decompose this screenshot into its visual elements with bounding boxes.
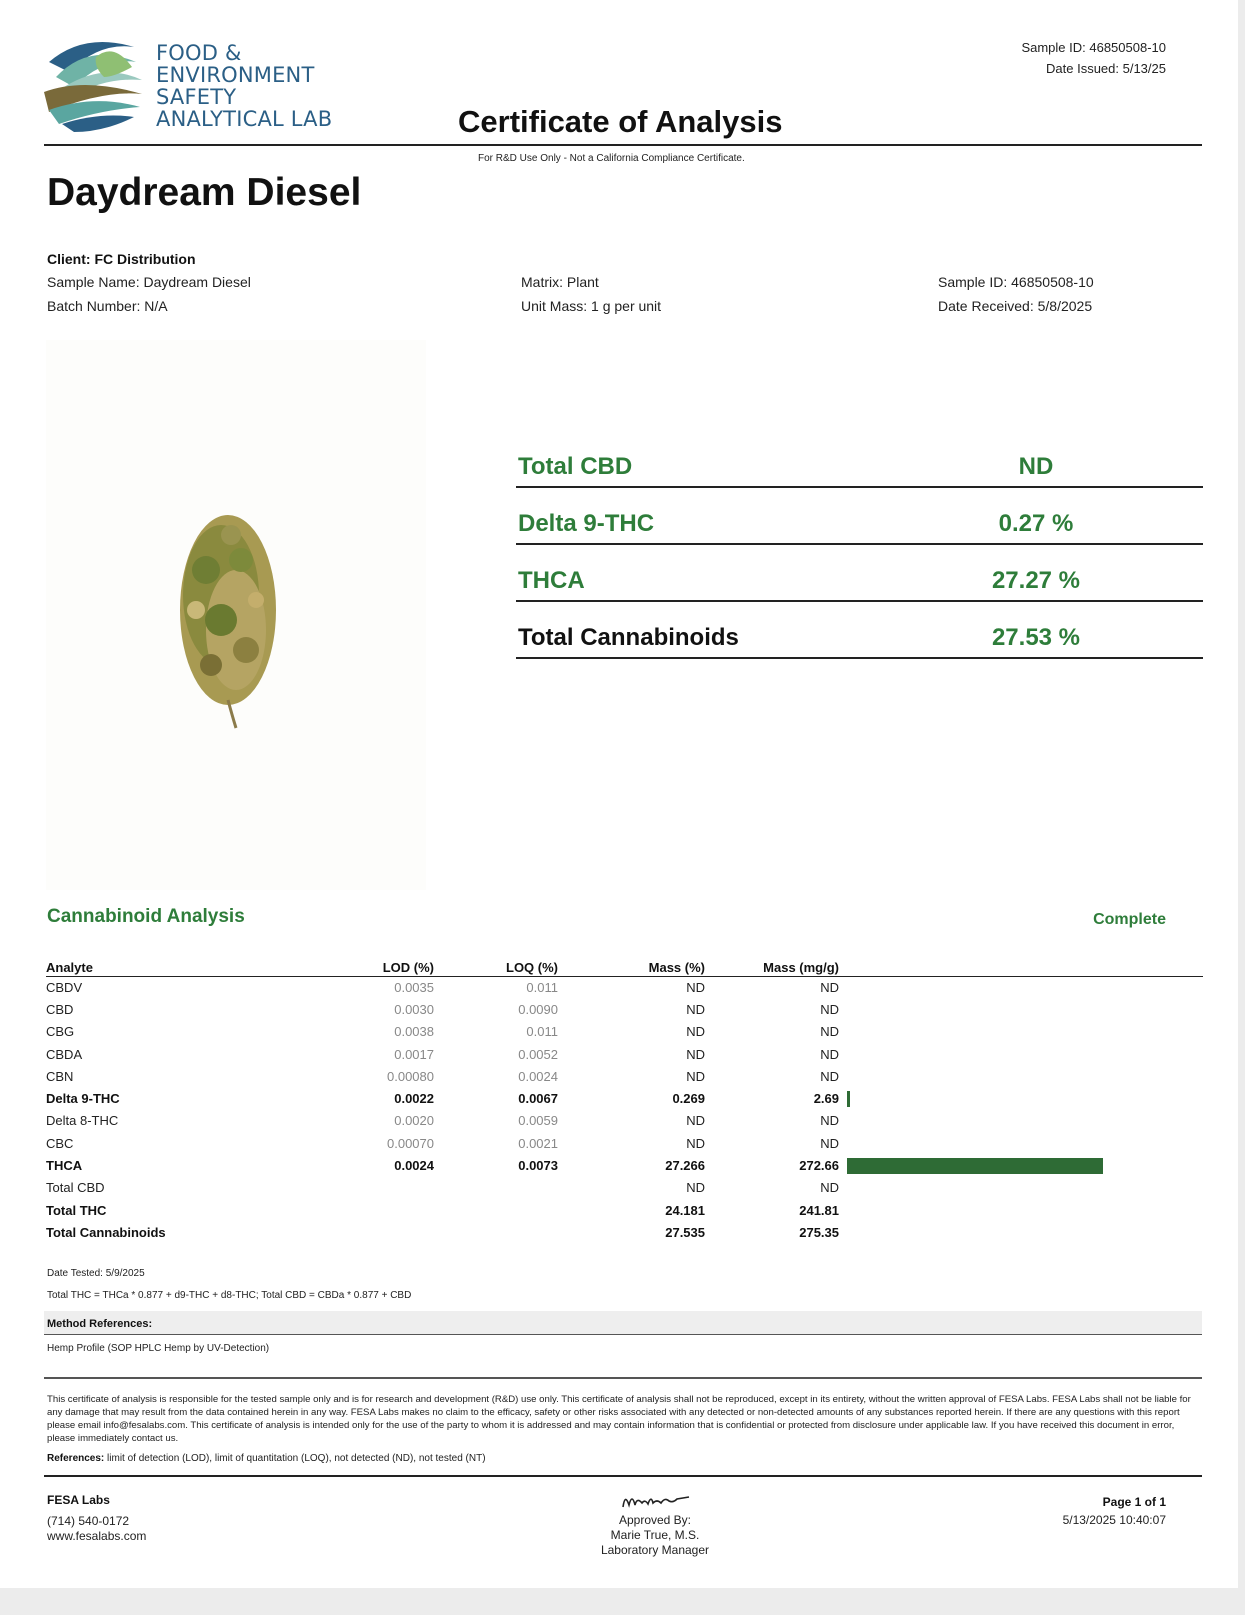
product-name: Daydream Diesel bbox=[47, 171, 362, 214]
lod-cell: 0.0030 bbox=[394, 1001, 434, 1017]
analyte-cell: CBDA bbox=[46, 1046, 83, 1062]
mass-mgg-cell: ND bbox=[820, 1001, 839, 1017]
mass-pct-cell: ND bbox=[686, 1024, 705, 1040]
lod-cell: 0.0038 bbox=[394, 1024, 434, 1040]
analyte-cell: CBN bbox=[46, 1068, 74, 1084]
mass-mgg-cell: 275.35 bbox=[799, 1224, 839, 1240]
lod-cell: 0.0035 bbox=[394, 979, 434, 995]
cannabinoid-table bbox=[46, 957, 1203, 1244]
mass-bar bbox=[847, 1091, 850, 1107]
lod-cell: 0.0022 bbox=[394, 1091, 434, 1107]
table-row bbox=[46, 1221, 1203, 1243]
table-row bbox=[46, 1199, 1203, 1221]
analyte-cell: Total THC bbox=[46, 1202, 107, 1218]
loq-cell bbox=[434, 1221, 558, 1243]
signature-image bbox=[615, 1489, 695, 1511]
table-row bbox=[46, 1043, 1203, 1065]
method-references-header: Method References: bbox=[44, 1311, 1202, 1335]
column-header: Mass (%) bbox=[558, 957, 705, 976]
references-label: References: bbox=[47, 1453, 105, 1464]
header-date-issued: Date Issued: 5/13/25 bbox=[1046, 61, 1166, 76]
bar-cell bbox=[839, 1021, 1203, 1043]
approver-title: Laboratory Manager bbox=[600, 1543, 710, 1557]
date-received: Date Received: 5/8/2025 bbox=[938, 298, 1093, 314]
analyte-cell: Delta 8-THC bbox=[46, 1113, 119, 1129]
batch-number: Batch Number: N/A bbox=[47, 298, 168, 314]
header-meta bbox=[1021, 37, 1166, 79]
summary-total-cbd bbox=[516, 432, 1203, 488]
mass-pct-cell: ND bbox=[686, 1046, 705, 1062]
disclaimer: This certificate of analysis is responsible for the tested sample only and is for research and development (R&D) use only. This certificate of analysis shall not be reproduced, except in its entirety, without the written approval of FESA Labs. FESA Labs shall not be liable for any damage that may result from the data contained herein in any way. FESA Labs makes no claim to the efficacy, safety or other risks associated with any detected or non-detected amounts of any substances reported herein. If there are any questions with this report please email info@fesalabs.com. This certificate of analysis is intended only for the use of the party to whom it is addressed and may contain information that is confidential or protected from disclosure under applicable law. If you have received this document in error, please immediately contact us. bbox=[47, 1394, 1191, 1444]
bar-cell bbox=[839, 998, 1203, 1020]
summary-value: 0.27 % bbox=[998, 510, 1074, 537]
summary-total-cannabinoids bbox=[516, 603, 1203, 659]
mass-mgg-cell: ND bbox=[820, 1135, 839, 1151]
mass-mgg-cell: ND bbox=[820, 979, 839, 995]
date-tested: Date Tested: 5/9/2025 bbox=[47, 1268, 145, 1279]
loq-cell bbox=[434, 1199, 558, 1221]
footer-phone: (714) 540-0172 bbox=[47, 1514, 130, 1528]
references-text: limit of detection (LOD), limit of quantitation (LOQ), not detected (ND), not tested (NT) bbox=[104, 1453, 486, 1464]
page-number: Page 1 of 1 bbox=[1102, 1495, 1166, 1509]
table-row bbox=[46, 1177, 1203, 1199]
table-body bbox=[46, 976, 1203, 1244]
bar-cell bbox=[839, 1065, 1203, 1087]
loq-cell: 0.0052 bbox=[518, 1046, 558, 1062]
loq-cell: 0.0021 bbox=[518, 1135, 558, 1151]
method-references-text: Hemp Profile (SOP HPLC Hemp by UV-Detection) bbox=[47, 1343, 270, 1354]
bar-cell bbox=[839, 1110, 1203, 1132]
analyte-cell: Delta 9-THC bbox=[46, 1091, 120, 1107]
mass-pct-cell: 0.269 bbox=[672, 1091, 705, 1107]
mass-pct-cell: ND bbox=[686, 1180, 705, 1196]
summary-label: Total Cannabinoids bbox=[518, 624, 739, 651]
product-photo bbox=[46, 340, 426, 890]
footer-contact bbox=[47, 1493, 146, 1544]
mass-mgg-cell: ND bbox=[820, 1068, 839, 1084]
unit-mass: Unit Mass: 1 g per unit bbox=[521, 298, 662, 314]
lod-cell: 0.00070 bbox=[387, 1135, 434, 1151]
sample-info-col-1 bbox=[47, 270, 251, 318]
lod-cell bbox=[246, 1199, 434, 1221]
header-divider bbox=[44, 144, 1202, 146]
lab-name-line: SAFETY bbox=[156, 85, 237, 109]
summary-label: Total CBD bbox=[518, 453, 633, 480]
mass-mgg-cell: ND bbox=[820, 1113, 839, 1129]
bar-cell bbox=[839, 1043, 1203, 1065]
cannabis-bud-image bbox=[166, 500, 296, 730]
lod-cell bbox=[246, 1177, 434, 1199]
bar-cell bbox=[839, 1132, 1203, 1154]
approved-by-label: Approved By: bbox=[618, 1513, 692, 1527]
lod-cell: 0.0024 bbox=[394, 1158, 434, 1174]
summary-thca bbox=[516, 546, 1203, 602]
lab-name-line: ANALYTICAL LAB bbox=[156, 107, 333, 131]
mass-pct-cell: ND bbox=[686, 1135, 705, 1151]
matrix: Matrix: Plant bbox=[521, 274, 599, 290]
section-title: Cannabinoid Analysis bbox=[47, 906, 245, 927]
summary-value: 27.53 % bbox=[991, 624, 1081, 651]
bar-cell bbox=[839, 1199, 1203, 1221]
mass-pct-cell: ND bbox=[686, 1068, 705, 1084]
table-row bbox=[46, 1021, 1203, 1043]
references bbox=[47, 1453, 486, 1464]
status-badge: Complete bbox=[1093, 911, 1166, 928]
bar-cell bbox=[839, 1087, 1203, 1109]
table-row bbox=[46, 1154, 1203, 1176]
analyte-cell: Total CBD bbox=[46, 1180, 105, 1196]
table-row bbox=[46, 1110, 1203, 1132]
loq-cell: 0.0073 bbox=[518, 1158, 558, 1174]
analyte-cell: CBDV bbox=[46, 979, 83, 995]
mass-mgg-cell: 272.66 bbox=[799, 1158, 839, 1174]
mass-mgg-cell: 241.81 bbox=[799, 1202, 839, 1218]
mass-pct-cell: ND bbox=[686, 1113, 705, 1129]
column-header: Analyte bbox=[46, 957, 246, 976]
lod-cell: 0.00080 bbox=[387, 1068, 434, 1084]
loq-cell: 0.0090 bbox=[518, 1001, 558, 1017]
lod-cell bbox=[246, 1221, 434, 1243]
bar-cell bbox=[839, 1221, 1203, 1243]
summary-delta9-thc bbox=[516, 489, 1203, 545]
sample-info-col-3 bbox=[938, 270, 1094, 318]
footer-divider bbox=[44, 1475, 1202, 1477]
sample-id: Sample ID: 46850508-10 bbox=[938, 274, 1094, 290]
approver-name: Marie True, M.S. bbox=[610, 1528, 700, 1542]
compliance-note: For R&D Use Only - Not a California Compliance Certificate. bbox=[478, 153, 745, 164]
column-header: LOD (%) bbox=[246, 957, 434, 976]
loq-cell: 0.0024 bbox=[518, 1068, 558, 1084]
analyte-cell: CBD bbox=[46, 1001, 74, 1017]
column-header: LOQ (%) bbox=[434, 957, 558, 976]
mass-pct-cell: 27.535 bbox=[665, 1224, 705, 1240]
table-row bbox=[46, 998, 1203, 1020]
mass-mgg-cell: 2.69 bbox=[813, 1091, 839, 1107]
footer-website: www.fesalabs.com bbox=[47, 1529, 147, 1543]
analyte-cell: Total Cannabinoids bbox=[46, 1224, 166, 1240]
loq-cell: 0.011 bbox=[526, 1024, 558, 1040]
footer-approval bbox=[560, 1489, 750, 1558]
page-title: Certificate of Analysis bbox=[458, 104, 783, 139]
mass-bar bbox=[847, 1158, 1103, 1174]
analyte-cell: THCA bbox=[46, 1158, 83, 1174]
summary-label: Delta 9-THC bbox=[518, 510, 655, 537]
summary-value: ND bbox=[1018, 453, 1054, 480]
sample-info-col-2 bbox=[521, 270, 661, 318]
header-sample-id: Sample ID: 46850508-10 bbox=[1021, 40, 1166, 55]
mass-mgg-cell: ND bbox=[820, 1180, 839, 1196]
loq-cell bbox=[434, 1177, 558, 1199]
divider bbox=[44, 1377, 1202, 1379]
mass-pct-cell: ND bbox=[686, 1001, 705, 1017]
formula-note: Total THC = THCa * 0.877 + d9-THC + d8-THC; Total CBD = CBDa * 0.877 + CBD bbox=[47, 1290, 412, 1301]
lod-cell: 0.0017 bbox=[394, 1046, 434, 1062]
client-name: Client: FC Distribution bbox=[47, 251, 196, 267]
mass-pct-cell: ND bbox=[686, 979, 705, 995]
loq-cell: 0.011 bbox=[526, 979, 558, 995]
mass-pct-cell: 24.181 bbox=[665, 1202, 705, 1218]
lab-name bbox=[156, 42, 332, 130]
analyte-cell: CBC bbox=[46, 1135, 74, 1151]
loq-cell: 0.0059 bbox=[518, 1113, 558, 1129]
lab-name-line: FOOD & bbox=[156, 41, 242, 65]
table-row bbox=[46, 1087, 1203, 1109]
bar-cell bbox=[839, 1154, 1203, 1176]
column-header: Mass (mg/g) bbox=[705, 957, 839, 976]
bar-cell bbox=[839, 1177, 1203, 1199]
table-row bbox=[46, 1132, 1203, 1154]
lab-name-line: ENVIRONMENT bbox=[156, 63, 315, 87]
footer-company: FESA Labs bbox=[47, 1493, 110, 1507]
analyte-cell: CBG bbox=[46, 1024, 75, 1040]
summary-label: THCA bbox=[518, 567, 585, 594]
lod-cell: 0.0020 bbox=[394, 1113, 434, 1129]
footer-page-info bbox=[1063, 1493, 1166, 1529]
bar-cell bbox=[839, 976, 1203, 998]
table-row bbox=[46, 976, 1203, 998]
sample-name: Sample Name: Daydream Diesel bbox=[47, 274, 251, 290]
report-timestamp: 5/13/2025 10:40:07 bbox=[1062, 1513, 1166, 1527]
mass-pct-cell: 27.266 bbox=[665, 1158, 705, 1174]
table-row bbox=[46, 1065, 1203, 1087]
loq-cell: 0.0067 bbox=[518, 1091, 558, 1107]
column-header-bar bbox=[839, 957, 1203, 976]
mass-mgg-cell: ND bbox=[820, 1046, 839, 1062]
table-header-row bbox=[46, 957, 1203, 976]
summary-value: 27.27 % bbox=[991, 567, 1081, 594]
mass-mgg-cell: ND bbox=[820, 1024, 839, 1040]
